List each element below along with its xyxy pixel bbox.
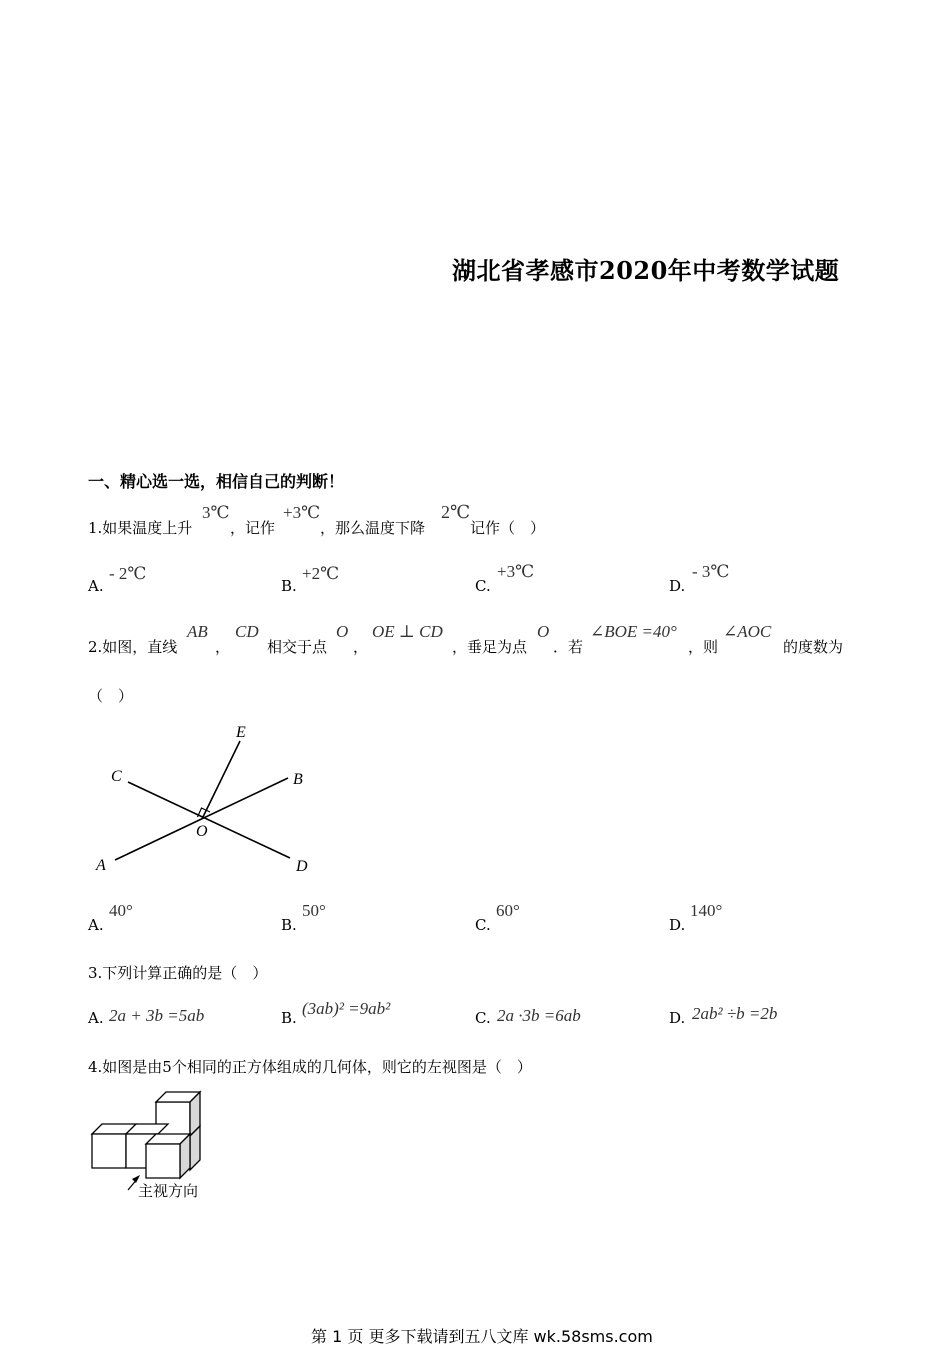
- ray-oe: [202, 741, 240, 819]
- question-2-math-o: O: [336, 622, 349, 641]
- q3-option-a-value: 2a + 3b =5ab: [109, 1006, 205, 1025]
- question-1-part4: 记作（ ）: [470, 519, 546, 537]
- question-2-part8: 的度数为: [783, 638, 844, 656]
- question-2-math-angle-aoc: ∠AOC: [723, 622, 772, 641]
- question-2-math-angle-boe: ∠BOE =40°: [590, 622, 677, 641]
- label-c: C: [111, 768, 122, 785]
- question-1-part1: 1.如果温度上升: [88, 519, 193, 537]
- question-4: 4.如图是由5个相同的正方体组成的几何体，则它的左视图是（ ）: [88, 1058, 532, 1076]
- question-2-part7: ，则: [688, 638, 719, 656]
- q1-option-a-label: A.: [88, 577, 104, 595]
- line-cd: [128, 782, 290, 858]
- q1-option-d-label: D.: [669, 577, 686, 595]
- label-e: E: [236, 724, 246, 741]
- q1-option-b-label: B.: [281, 577, 297, 595]
- q2-option-c-label: C.: [475, 916, 491, 934]
- q2-option-d-value: 140°: [690, 901, 723, 920]
- question-2-part5: ，垂足为点: [452, 638, 528, 656]
- q3-option-d-value: 2ab² ÷b =2b: [692, 1004, 778, 1023]
- q2-option-b-value: 50°: [302, 901, 326, 920]
- section-heading: 一、精心选一选，相信自己的判断！: [88, 472, 345, 491]
- question-1-part2: ，记作: [230, 519, 276, 537]
- q3-option-d-label: D.: [669, 1009, 686, 1027]
- q1-option-c-label: C.: [475, 577, 491, 595]
- line-ab: [115, 778, 288, 860]
- q3-option-c-label: C.: [475, 1009, 491, 1027]
- question-2-part6: ．若: [553, 638, 584, 656]
- cube-left1-front: [92, 1134, 126, 1168]
- q1-option-d-value: - 3℃: [692, 562, 730, 581]
- question-1-math-1: 3℃: [202, 503, 230, 522]
- question-2-math-o2: O: [537, 622, 550, 641]
- question-2-part2: ，: [215, 638, 231, 656]
- question-3: 3.下列计算正确的是（ ）: [88, 964, 268, 982]
- q3-option-c-value: 2a ·3b =6ab: [497, 1006, 581, 1025]
- label-a: A: [96, 857, 106, 874]
- question-2-part3: 相交于点: [267, 638, 328, 656]
- q3-option-b-label: B.: [281, 1009, 297, 1027]
- q3-option-a-label: A.: [88, 1009, 104, 1027]
- q3-option-b-value: (3ab)² =9ab²: [302, 999, 391, 1018]
- q2-option-a-label: A.: [88, 916, 104, 934]
- cube-front-front: [146, 1144, 180, 1178]
- cube-solid-figure: [88, 1088, 223, 1206]
- question-1-part3: ，那么温度下降: [320, 519, 426, 537]
- label-o: O: [196, 823, 208, 840]
- intersecting-lines-figure: [88, 718, 328, 883]
- question-2-math-perp: OE ⊥ CD: [372, 622, 443, 641]
- q1-option-a-value: - 2℃: [109, 564, 147, 583]
- page-footer: 第 1 页 更多下载请到五八文库 wk.58sms.com: [311, 1327, 653, 1346]
- q2-option-d-label: D.: [669, 916, 686, 934]
- question-2-part4: ，: [353, 638, 369, 656]
- q2-option-c-value: 60°: [496, 901, 520, 920]
- question-2-math-cd: CD: [235, 622, 259, 641]
- q2-option-b-label: B.: [281, 916, 297, 934]
- q1-option-c-value: +3℃: [497, 562, 535, 581]
- question-2-math-ab: AB: [187, 622, 208, 641]
- page-title: 湖北省孝感市2020年中考数学试题: [452, 256, 840, 285]
- q2-option-a-value: 40°: [109, 901, 133, 920]
- view-direction-caption: 主视方向: [138, 1182, 199, 1200]
- question-1-math-3: 2℃: [441, 502, 471, 522]
- label-d: D: [296, 858, 308, 875]
- question-1-math-2: +3℃: [283, 503, 321, 522]
- question-2-part1: 2.如图，直线: [88, 638, 178, 656]
- question-2-part9: （ ）: [88, 687, 134, 705]
- q1-option-b-value: +2℃: [302, 564, 340, 583]
- label-b: B: [293, 771, 303, 788]
